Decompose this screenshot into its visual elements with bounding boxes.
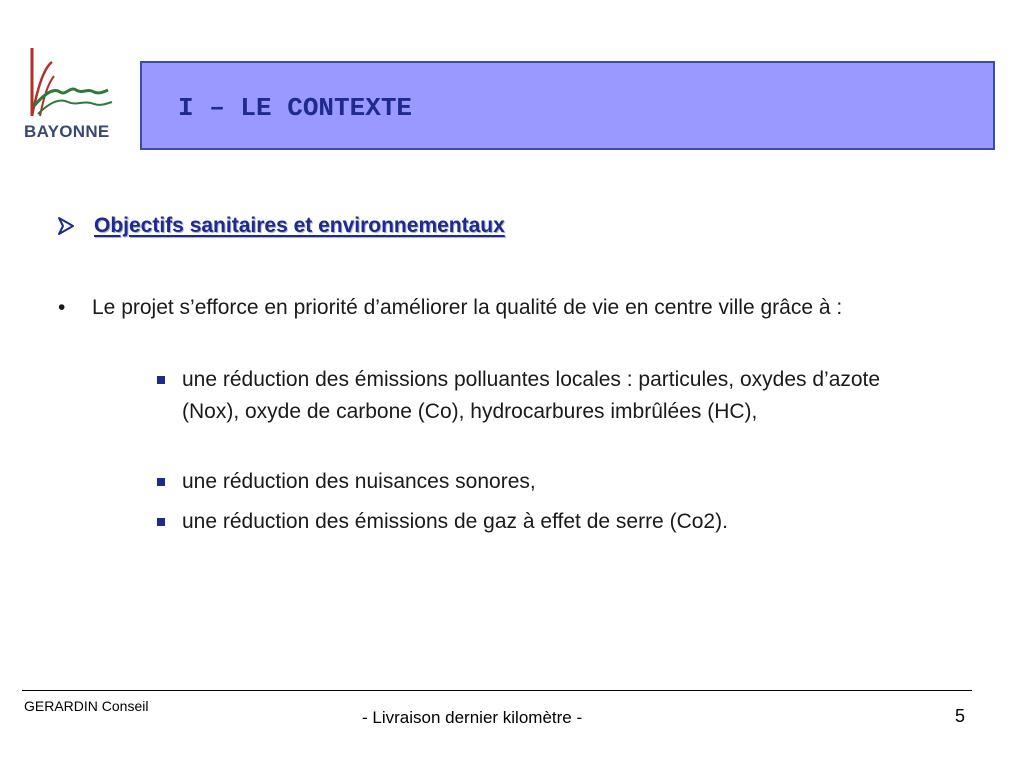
title-banner [140,61,995,150]
sub-bullet-text: une réduction des émissions polluantes locales : particules, oxydes d’azote (Nox), oxyde de carbone (Co), hydrocarbures imbrûlées (HC), [182,368,881,423]
page-number: 5 [955,706,966,726]
footer-subtitle: - Livraison dernier kilomètre - [362,708,583,727]
sub-bullet-2 [157,466,937,498]
footer-divider [22,690,972,691]
arrowhead-bullet-icon [56,216,76,236]
sub-bullet-3 [157,506,937,538]
square-bullet-icon [157,478,165,486]
slide-title: I – LE CONTEXTE [178,93,413,123]
logo-text: BAYONNE [24,122,110,141]
sub-bullet-1 [157,364,937,428]
heading-text: Objectifs sanitaires et environnementaux [94,214,505,237]
sub-bullet-text: une réduction des nuisances sonores, [182,470,536,493]
sub-bullet-text: une réduction des émissions de gaz à effet de serre (Co2). [182,510,728,533]
bullet-dot: • [58,296,66,319]
main-bullet [58,292,938,324]
bayonne-logo [20,46,132,146]
square-bullet-icon [157,376,165,384]
bayonne-logo-icon [24,46,124,122]
section-heading [56,214,505,238]
footer-company: GERARDIN Conseil [24,698,149,714]
square-bullet-icon [157,518,165,526]
main-bullet-text: Le projet s’efforce en priorité d’améliorer la qualité de vie en centre ville grâce à : [92,296,843,319]
